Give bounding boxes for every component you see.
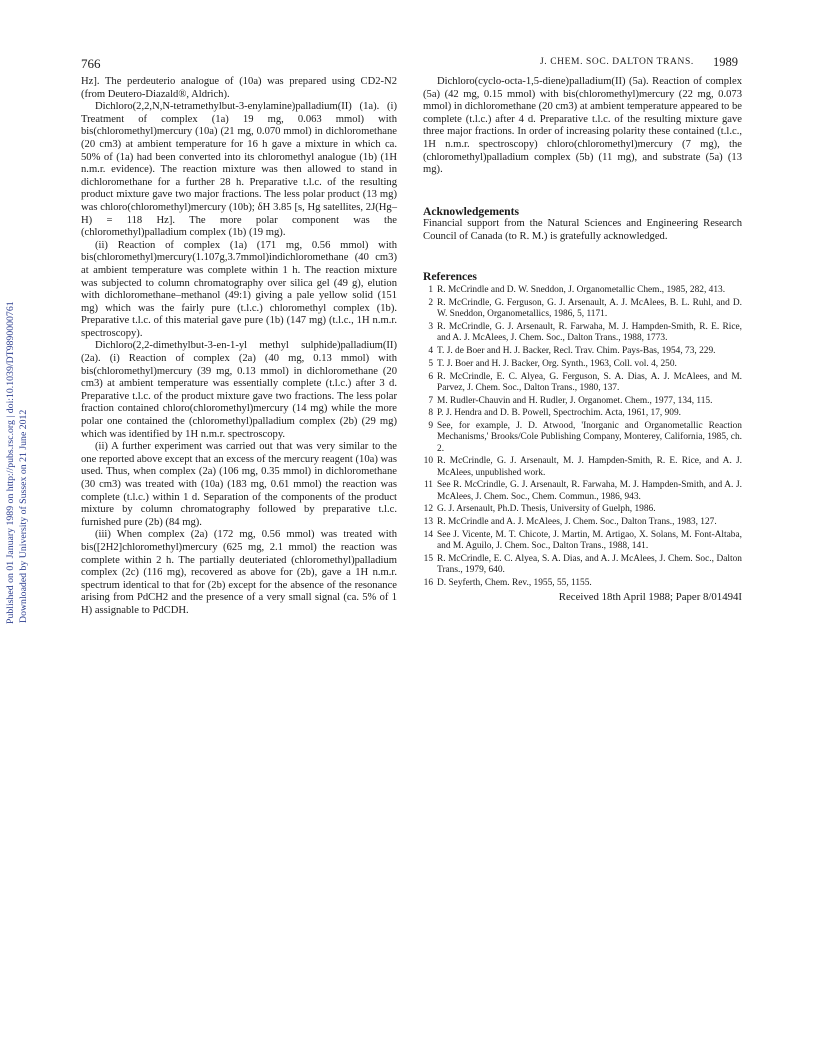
left-column bbox=[81, 76, 397, 618]
reference-number: 16 bbox=[423, 577, 433, 588]
acknowledgements-text: Financial support from the Natural Sciences and Engineering Research Council of Canada (to R. M.) is gratefully acknowledged. bbox=[423, 218, 742, 242]
reference-text: R. McCrindle, E. C. Alyea, G. Ferguson, S. A. Dias, A. J. McAlees, and M. Parvez, J. Chem. Soc., Dalton Trans., 1980, 137. bbox=[437, 371, 742, 393]
body-paragraph: (ii) Reaction of complex (1a) (171 mg, 0.56 mmol) with bis(chloromethyl)mercury(1.107g,3.7mmol)indichloromethane (40 cm3) at ambient temperature was complete within 1 h. The reaction mixture was subjected to column chromatography over silica gel (49 g), elution with dichloromethane–methanol (49:1) giving a pale yellow solid (151 mg) which was the fairly pure (t.l.c.) chloromethyl complex (1b). Preparative t.l.c. of this material gave pure (1b) (147 mg) (t.l.c., 1H n.m.r. spectroscopy). bbox=[81, 239, 397, 339]
reference-item bbox=[423, 396, 742, 407]
reference-number: 6 bbox=[428, 371, 433, 382]
reference-text: See J. Vicente, M. T. Chicote, J. Martin, M. Artigao, X. Solans, M. Font-Altaba, and M. Aguilo, J. Chem. Soc., Dalton Trans., 1988, 141. bbox=[437, 529, 742, 552]
right-column bbox=[423, 76, 742, 603]
reference-number: 2 bbox=[428, 297, 433, 308]
reference-item bbox=[423, 346, 742, 357]
reference-text: T. J. de Boer and H. J. Backer, Recl. Trav. Chim. Pays-Bas, 1954, 73, 229. bbox=[437, 345, 716, 356]
journal-running-head: J. CHEM. SOC. DALTON TRANS. bbox=[540, 57, 694, 67]
body-paragraph: Dichloro(cyclo-octa-1,5-diene)palladium(II) (5a). Reaction of complex (5a) (42 mg, 0.15 mmol) with bis(chloromethyl)mercury (22 mg, 0.073 mmol) in dichloromethane (20 cm3) at ambient temperature appeared to be complete (t.l.c.) after 4 d. Preparative t.l.c. of the resulting mixture gave three major fractions. In order of increasing polarity these contained (t.l.c., 1H n.m.r. spectroscopy) chloro(chloromethyl)mercury (7 mg), the (chloromethyl)palladium complex (5b) (11 mg), and substrate (5a) (13 mg). bbox=[423, 76, 742, 176]
reference-list bbox=[423, 285, 742, 589]
reference-text: R. McCrindle and A. J. McAlees, J. Chem. Soc., Dalton Trans., 1983, 127. bbox=[437, 517, 717, 528]
reference-item bbox=[423, 480, 742, 502]
reference-text: R. McCrindle, G. Ferguson, G. J. Arsenault, A. J. McAlees, B. L. Ruhl, and D. W. Sneddon, Organometallics, 1986, 5, 1171. bbox=[437, 297, 742, 320]
journal-year: 1989 bbox=[713, 55, 738, 69]
reference-number: 7 bbox=[428, 395, 433, 406]
reference-number: 15 bbox=[423, 553, 433, 564]
body-paragraph: Hz]. The perdeuterio analogue of (10a) was prepared using CD2-N2 (from Deutero-Diazald®, Aldrich). bbox=[81, 76, 397, 100]
reference-number: 4 bbox=[428, 345, 433, 356]
reference-text: R. McCrindle, E. C. Alyea, S. A. Dias, and A. J. McAlees, J. Chem. Soc., Dalton Trans., 1979, 640. bbox=[437, 553, 742, 576]
reference-text: G. J. Arsenault, Ph.D. Thesis, University of Guelph, 1986. bbox=[437, 504, 656, 515]
reference-number: 9 bbox=[428, 421, 433, 432]
reference-number: 11 bbox=[423, 480, 433, 491]
reference-number: 5 bbox=[428, 358, 433, 369]
reference-item bbox=[423, 285, 742, 296]
reference-number: 8 bbox=[428, 408, 433, 419]
reference-number: 13 bbox=[423, 517, 433, 528]
body-paragraph: (iii) When complex (2a) (172 mg, 0.56 mmol) was treated with bis([2H2]chloromethyl)mercury (625 mg, 2.1 mmol) the reaction was complete within 2 h. The partially deuteriated (chloromethyl)palladium complex (2c) (116 mg), recovered as above for (2b), gave a 1H n.m.r. spectrum identical to that for (2b) except for the absence of the resonance arising from PdCH2 and the presence of a very small signal (ca. 5% of 1 H) assignable to PdCDH. bbox=[81, 529, 397, 616]
reference-item bbox=[423, 554, 742, 576]
references-heading: References bbox=[423, 269, 477, 283]
reference-number: 14 bbox=[423, 529, 433, 540]
reference-item bbox=[423, 530, 742, 552]
body-paragraph: Dichloro(2,2,N,N-tetramethylbut-3-enylamine)palladium(II) (1a). (i) Treatment of complex (1a) 19 mg, 0.063 mmol) with bis(chloromethyl)mercury (10a) (21 mg, 0.070 mmol) in dichloromethane (20 cm3) at ambient temperature for 16 h gave a mixture in which ca. 50% of (1a) had been converted into its chloromethyl analogue (1b) (1H n.m.r. evidence). The reaction mixture was then allowed to stand in dichloromethane for a further 28 h. Preparative t.l.c. of the resulting product mixture gave two major fractions. The less polar product (13 mg) was chloro(chloromethyl)mercury (10b); δH 3.85 [s, Hg satellites, 2J(Hg–H) = 118 Hz]. The more polar component was the (chloromethyl)palladium complex (1b) (19 mg). bbox=[81, 101, 397, 239]
reference-text: T. J. Boer and H. J. Backer, Org. Synth., 1963, Coll. vol. 4, 250. bbox=[437, 358, 677, 369]
reference-text: R. McCrindle, G. J. Arsenault, M. J. Hampden-Smith, R. E. Rice, and A. J. McAlees, unpublished work. bbox=[437, 456, 742, 478]
reference-item bbox=[423, 359, 742, 370]
reference-text: M. Rudler-Chauvin and H. Rudler, J. Organomet. Chem., 1977, 134, 115. bbox=[437, 395, 713, 406]
body-paragraph: (ii) A further experiment was carried out that was very similar to the one reported above except that an excess of the mercury reagent (10a) was used. Thus, when complex (2a) (106 mg, 0.35 mmol) in dichloromethane (30 cm3) was treated with (10a) (183 mg, 0.61 mmol) the reaction was complete (t.l.c.) within 1 d. Separation of the components of the product mixture by column chromatography followed by preparative t.l.c. furnished pure (2b) (84 mg). bbox=[81, 441, 397, 528]
reference-number: 10 bbox=[423, 456, 433, 467]
body-paragraph: Dichloro(2,2-dimethylbut-3-en-1-yl methyl sulphide)palladium(II) (2a). (i) Reaction of complex (2a) (40 mg, 0.13 mmol) with bis(chloromethyl)mercury (39 mg, 0.13 mmol) in dichloromethane (20 cm3) at ambient temperature was essentially complete (t.l.c.) after 3 d. Preparative t.l.c. of the product mixture gave two fractions. The less polar fraction contained chloro(chloromethyl)mercury (14 mg) while the more polar one contained the (chloromethyl)palladium complex (2b) (29 mg) which was identified by 1H n.m.r. spectroscopy. bbox=[81, 340, 397, 440]
reference-item bbox=[423, 504, 742, 515]
reference-text: P. J. Hendra and D. B. Powell, Spectrochim. Acta, 1961, 17, 909. bbox=[437, 408, 681, 419]
reference-item bbox=[423, 372, 742, 394]
reference-number: 1 bbox=[428, 285, 433, 296]
reference-item bbox=[423, 456, 742, 478]
reference-text: See, for example, J. D. Atwood, 'Inorganic and Organometallic Reaction Mechanisms,' Brooks/Cole Publishing Company, Monterey, California, 1985, ch. 2. bbox=[437, 421, 742, 454]
reference-item bbox=[423, 322, 742, 344]
reference-item bbox=[423, 298, 742, 320]
received-line: Received 18th April 1988; Paper 8/01494I bbox=[558, 590, 742, 603]
acknowledgements-heading: Acknowledgements bbox=[423, 204, 519, 218]
reference-text: R. McCrindle, G. J. Arsenault, R. Farwaha, M. J. Hampden-Smith, R. E. Rice, and A. J. McAlees, J. Chem. Soc., Dalton Trans., 1988, 1773. bbox=[437, 321, 742, 344]
reference-text: See R. McCrindle, G. J. Arsenault, R. Farwaha, M. J. Hampden-Smith, and A. J. McAlees, J. Chem. Soc., Chem. Commun., 1986, 943. bbox=[437, 480, 742, 502]
publication-notice[interactable]: Published on 01 January 1989 on http://pubs.rsc.org | doi:10.1039/DT9890000761 bbox=[5, 301, 16, 624]
reference-number: 3 bbox=[428, 321, 433, 332]
reference-item bbox=[423, 408, 742, 419]
download-notice[interactable]: Downloaded by University of Sussex on 21 June 2012 bbox=[18, 409, 29, 623]
reference-item bbox=[423, 517, 742, 528]
reference-item bbox=[423, 421, 742, 455]
reference-item bbox=[423, 578, 742, 589]
page-number: 766 bbox=[81, 56, 101, 71]
reference-text: D. Seyferth, Chem. Rev., 1955, 55, 1155. bbox=[437, 577, 592, 588]
reference-text: R. McCrindle and D. W. Sneddon, J. Organometallic Chem., 1985, 282, 413. bbox=[437, 285, 726, 296]
reference-number: 12 bbox=[423, 504, 433, 515]
